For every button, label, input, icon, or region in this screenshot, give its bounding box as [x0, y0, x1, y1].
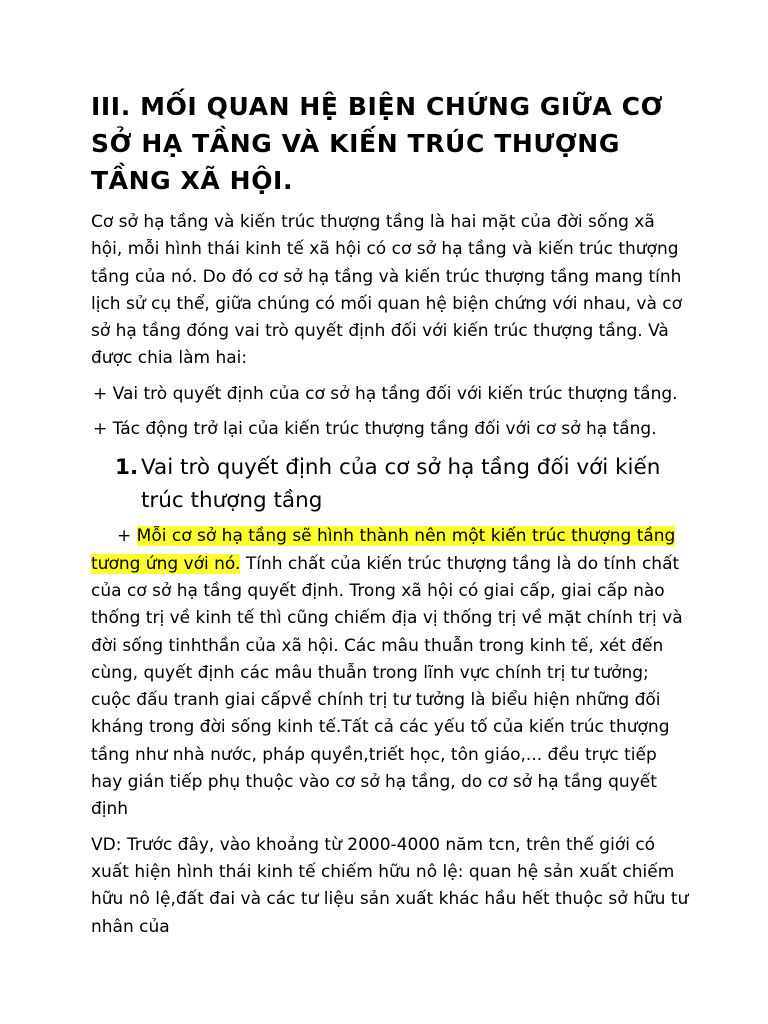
- highlighted-text: Mỗi cơ sở hạ tầng sẽ hình thành nên một kiến trúc thượng tầng tương ứng với nó.: [91, 526, 676, 574]
- paragraph-prefix: +: [117, 526, 137, 547]
- subsection-number: 1.: [115, 455, 139, 481]
- body-paragraph-1: [91, 523, 691, 823]
- section-heading: III. MỐI QUAN HỆ BIỆN CHỨNG GIỮA CƠ SỞ HẠ TẦNG VÀ KIẾN TRÚC THƯỢNG TẦNG XÃ HỘI.: [91, 92, 664, 195]
- intro-paragraph: Cơ sở hạ tầng và kiến trúc thượng tầng là hai mặt của đời sống xã hội, mỗi hình thái kinh tế xã hội có cơ sở hạ tầng và kiến trúc thượng tầng của nó. Do đó cơ sở hạ tầng và kiến trúc thượng tầng mang tính lịch sử cụ thể, giữa chúng có mối quan hệ biện chứng với nhau, và cơ sở hạ tầng đóng vai trò quyết định đối với kiến trúc thượng tầng. Và được chia làm hai:: [91, 212, 683, 369]
- paragraph-text: Tính chất của kiến trúc thượng tầng là do tính chất của cơ sở hạ tầng quyết định. Trong xã hội có giai cấp, giai cấp nào thống trị về kinh tế thì cũng chiếm địa vị thống trị về mặt chính trị và đời sống tinhthần của xã hội. Các mâu thuẫn trong kinh tế, xét đến cùng, quyết định các mâu thuẫn trong lĩnh vực chính trị tư tưởng; cuộc đấu tranh giai cấpvề chính trị tư tưởng là biểu hiện những đối kháng trong đời sống kinh tế.Tất cả các yếu tố của kiến trúc thượng tầng như nhà nước, pháp quyền,triết học, tôn giáo,... đều trực tiếp hay gián tiếp phụ thuộc vào cơ sở hạ tầng, do cơ sở hạ tầng quyết định: [91, 553, 683, 820]
- bullet-item-2: + Tác động trở lại của kiến trúc thượng tầng đối với cơ sở hạ tầng.: [93, 419, 657, 440]
- subsection-heading: [115, 451, 675, 517]
- subsection-title: Vai trò quyết định của cơ sở hạ tầng đối với kiến trúc thượng tầng: [141, 455, 661, 514]
- bullet-item-1: + Vai trò quyết định của cơ sở hạ tầng đối với kiến trúc thượng tầng.: [93, 383, 678, 404]
- body-paragraph-2: VD: Trước đây, vào khoảng từ 2000-4000 năm tcn, trên thế giới có xuất hiện hình thái kinh tế chiếm hữu nô lệ: quan hệ sản xuất chiếm hữu nô lệ,đất đai và các tư liệu sản xuất khác hầu hết thuộc sở hữu tư nhân của: [91, 834, 689, 937]
